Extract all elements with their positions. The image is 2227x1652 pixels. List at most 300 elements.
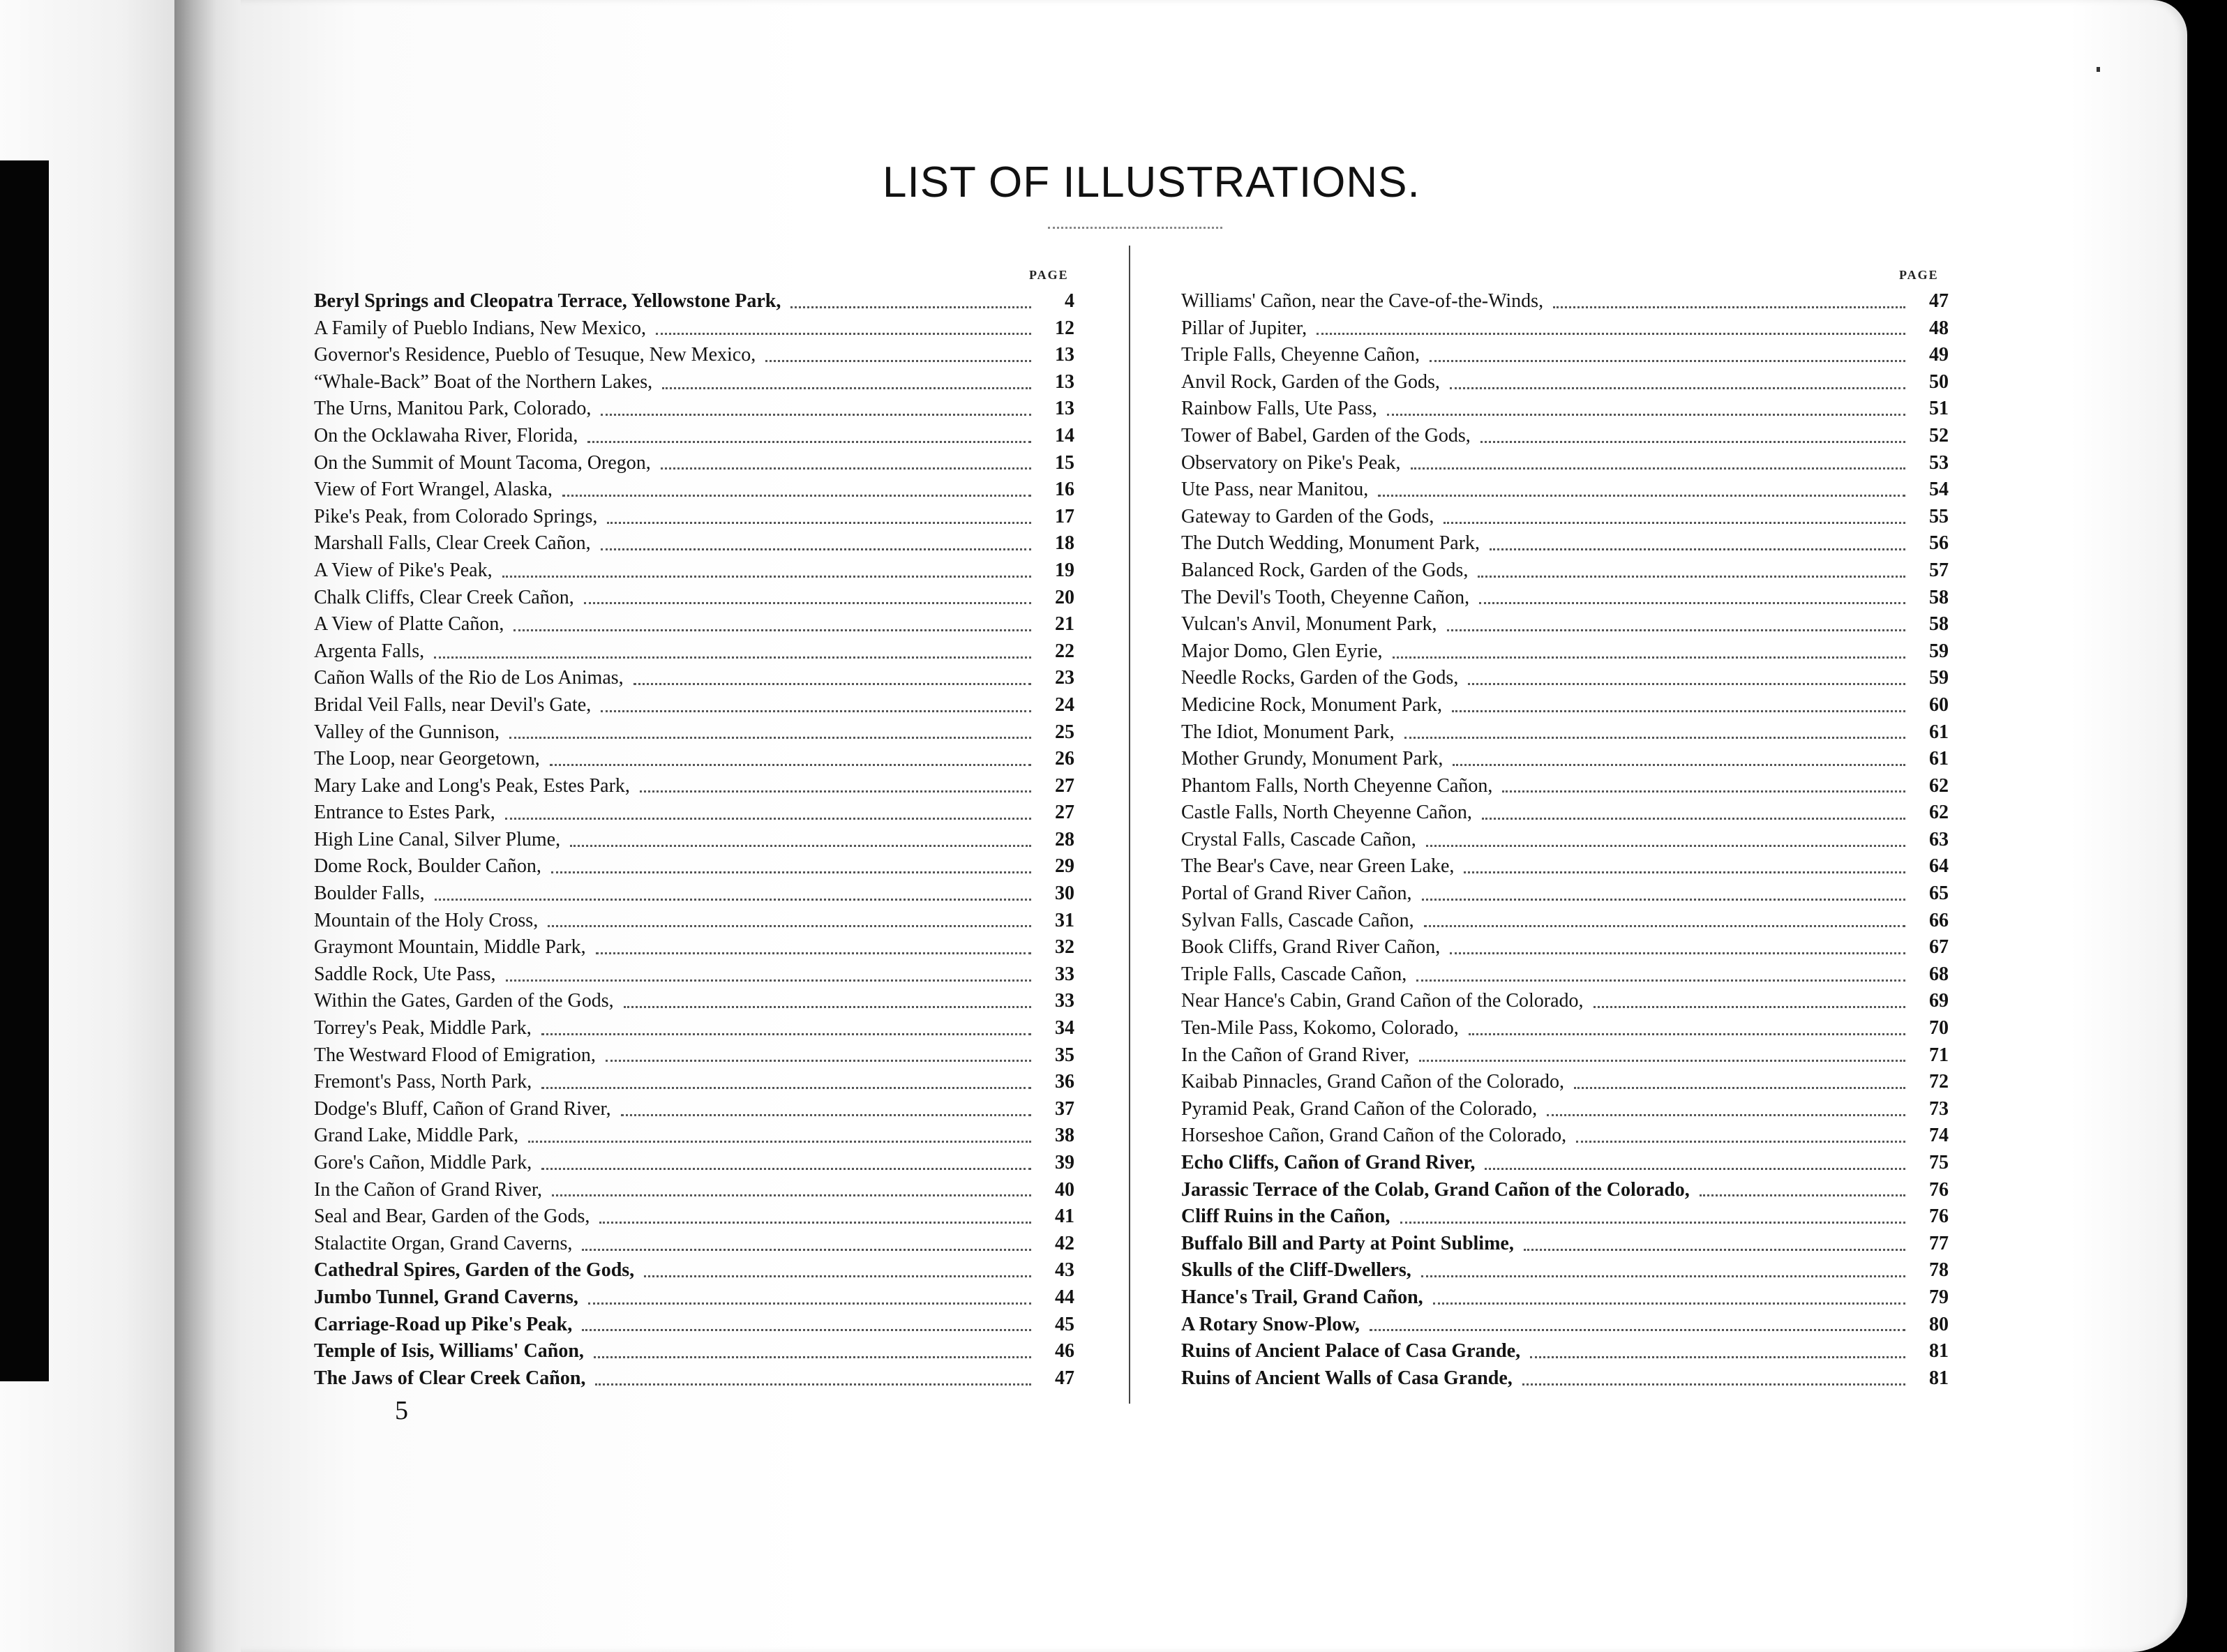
list-item <box>1181 585 1949 612</box>
page-column-label-right: PAGE <box>1899 268 1939 282</box>
illustration-page-number: 66 <box>1929 909 1949 931</box>
illustration-title: Kaibab Pinnacles, Grand Cañon of the Colorado, <box>1181 1071 1564 1093</box>
illustration-page-number: 34 <box>1055 1017 1074 1039</box>
illustration-title: Valley of the Gunnison, <box>314 721 500 743</box>
illustration-page-number: 13 <box>1055 398 1074 420</box>
list-item <box>1181 1122 1949 1150</box>
list-item <box>314 853 1074 880</box>
list-item <box>314 1150 1074 1177</box>
dot-leader <box>601 548 1031 550</box>
dot-leader <box>1404 737 1905 739</box>
illustration-title: The Loop, near Georgetown, <box>314 748 540 770</box>
illustration-title: The Bear's Cave, near Green Lake, <box>1181 855 1455 878</box>
illustration-page-number: 42 <box>1055 1232 1074 1254</box>
dot-leader <box>599 1222 1031 1224</box>
list-item <box>1181 799 1949 827</box>
list-item <box>314 476 1074 504</box>
illustration-page-number: 76 <box>1929 1206 1949 1228</box>
dot-leader <box>552 1194 1031 1196</box>
dot-leader <box>1452 710 1905 712</box>
illustration-title: Bridal Veil Falls, near Devil's Gate, <box>314 693 592 716</box>
list-item <box>314 1203 1074 1231</box>
illustration-page-number: 76 <box>1929 1178 1949 1201</box>
dot-leader <box>1378 495 1905 497</box>
list-item <box>1181 638 1949 666</box>
illustration-page-number: 13 <box>1055 344 1074 366</box>
list-item <box>1181 369 1949 396</box>
dot-leader <box>1524 1249 1905 1251</box>
illustration-page-number: 39 <box>1055 1152 1074 1173</box>
illustration-title: The Devil's Tooth, Cheyenne Cañon, <box>1181 586 1470 608</box>
illustration-title: Near Hance's Cabin, Grand Cañon of the Colorado, <box>1181 990 1584 1012</box>
illustration-title: Buffalo Bill and Party at Point Sublime, <box>1181 1232 1514 1254</box>
illustration-page-number: 16 <box>1055 479 1074 501</box>
illustration-title: Balanced Rock, Garden of the Gods, <box>1181 559 1469 581</box>
illustration-title: Echo Cliffs, Cañon of Grand River, <box>1181 1152 1476 1173</box>
illustration-title: Fremont's Pass, North Park, <box>314 1071 532 1093</box>
list-item <box>1181 315 1949 343</box>
illustration-title: Dome Rock, Boulder Cañon, <box>314 855 541 878</box>
dot-leader <box>596 952 1031 954</box>
dot-leader <box>1485 1168 1905 1170</box>
list-item <box>314 369 1074 396</box>
list-item <box>314 530 1074 557</box>
illustration-page-number: 80 <box>1929 1313 1949 1335</box>
illustration-title: Within the Gates, Garden of the Gods, <box>314 990 614 1012</box>
illustration-title: Ruins of Ancient Palace of Casa Grande, <box>1181 1340 1521 1362</box>
illustration-page-number: 65 <box>1929 883 1949 905</box>
illustration-title: Beryl Springs and Cleopatra Terrace, Yellowstone Park, <box>314 290 781 312</box>
list-item <box>1181 1257 1949 1284</box>
list-item <box>1181 961 1949 989</box>
illustration-title: Mother Grundy, Monument Park, <box>1181 748 1444 770</box>
list-item <box>1181 530 1949 557</box>
dot-leader <box>1468 683 1905 685</box>
illustration-page-number: 71 <box>1929 1044 1949 1066</box>
illustration-page-number: 72 <box>1929 1071 1949 1093</box>
dot-leader <box>624 1006 1031 1008</box>
dot-leader <box>601 414 1031 416</box>
illustration-title: Skulls of the Cliff-Dwellers, <box>1181 1259 1411 1282</box>
illustration-page-number: 46 <box>1055 1340 1074 1362</box>
dot-leader <box>1574 1087 1905 1089</box>
list-item <box>1181 423 1949 450</box>
list-item <box>1181 450 1949 477</box>
dot-leader <box>595 1383 1031 1386</box>
list-item <box>314 799 1074 827</box>
illustration-title: Graymont Mountain, Middle Park, <box>314 936 586 959</box>
illustration-page-number: 54 <box>1929 479 1949 501</box>
dot-leader <box>551 871 1031 873</box>
illustration-page-number: 27 <box>1055 774 1074 797</box>
list-item <box>314 827 1074 854</box>
column-divider <box>1129 246 1130 1404</box>
ink-speck <box>2097 67 2100 72</box>
illustration-title: Major Domo, Glen Eyrie, <box>1181 640 1383 662</box>
illustration-title: Williams' Cañon, near the Cave-of-the-Winds, <box>1181 290 1544 312</box>
list-item <box>1181 665 1949 692</box>
illustration-page-number: 4 <box>1065 290 1074 312</box>
illustration-page-number: 62 <box>1929 802 1949 824</box>
illustration-title: Horseshoe Cañon, Grand Cañon of the Colorado, <box>1181 1125 1567 1147</box>
illustration-title: Cathedral Spires, Garden of the Gods, <box>314 1259 635 1282</box>
dot-leader <box>1424 925 1905 927</box>
dot-leader <box>582 1249 1031 1251</box>
dot-leader <box>790 306 1031 308</box>
list-item <box>314 665 1074 692</box>
illustration-title: A View of Pike's Peak, <box>314 559 493 581</box>
dot-leader <box>588 1302 1031 1305</box>
illustration-title: Crystal Falls, Cascade Cañon, <box>1181 828 1416 850</box>
illustration-title: Ute Pass, near Manitou, <box>1181 479 1369 501</box>
illustration-page-number: 14 <box>1055 424 1074 446</box>
illustration-page-number: 32 <box>1055 936 1074 959</box>
illustration-page-number: 19 <box>1055 559 1074 581</box>
dot-leader <box>1530 1356 1905 1358</box>
illustration-page-number: 62 <box>1929 774 1949 797</box>
illustration-page-number: 31 <box>1055 909 1074 931</box>
illustration-title: Anvil Rock, Garden of the Gods, <box>1181 370 1440 393</box>
dot-leader <box>1421 1275 1905 1277</box>
list-item <box>1181 1231 1949 1258</box>
illustration-page-number: 27 <box>1055 802 1074 824</box>
dot-leader <box>1547 1114 1905 1116</box>
list-item <box>314 692 1074 719</box>
dot-leader <box>509 737 1031 739</box>
list-item <box>314 746 1074 773</box>
list-item <box>314 1338 1074 1365</box>
dot-leader <box>505 818 1031 820</box>
dot-leader <box>1594 1006 1905 1008</box>
illustration-title: View of Fort Wrangel, Alaska, <box>314 479 553 501</box>
dot-leader <box>661 467 1031 470</box>
dot-leader <box>1522 1383 1905 1386</box>
illustration-title: Triple Falls, Cheyenne Cañon, <box>1181 344 1420 366</box>
illustration-page-number: 50 <box>1929 370 1949 393</box>
illustration-title: Cliff Ruins in the Cañon, <box>1181 1206 1390 1228</box>
list-item <box>1181 1365 1949 1392</box>
dot-leader <box>633 683 1031 685</box>
illustration-page-number: 57 <box>1929 559 1949 581</box>
dot-leader <box>1450 952 1905 954</box>
list-item <box>1181 773 1949 800</box>
list-item <box>314 557 1074 585</box>
dot-leader <box>506 979 1031 982</box>
illustration-page-number: 33 <box>1055 990 1074 1012</box>
list-item <box>1181 880 1949 908</box>
list-item <box>314 423 1074 450</box>
illustration-page-number: 47 <box>1929 290 1949 312</box>
page-column-label-left: PAGE <box>1029 268 1069 282</box>
dot-leader <box>656 333 1031 335</box>
dot-leader <box>434 656 1031 659</box>
illustration-title: High Line Canal, Silver Plume, <box>314 828 561 850</box>
illustration-title: Vulcan's Anvil, Monument Park, <box>1181 613 1437 636</box>
illustration-page-number: 74 <box>1929 1125 1949 1147</box>
dot-leader <box>1387 414 1905 416</box>
illustration-page-number: 73 <box>1929 1097 1949 1120</box>
dot-leader <box>765 360 1031 362</box>
illustration-page-number: 23 <box>1055 667 1074 689</box>
illustration-title: Pillar of Jupiter, <box>1181 317 1307 339</box>
dot-leader <box>1480 441 1905 443</box>
illustrations-list-left <box>314 288 1074 1392</box>
list-item <box>1181 611 1949 638</box>
dot-leader <box>548 925 1031 927</box>
illustration-page-number: 81 <box>1929 1367 1949 1389</box>
illustration-title: The Dutch Wedding, Monument Park, <box>1181 532 1480 555</box>
illustration-page-number: 53 <box>1929 451 1949 474</box>
illustration-page-number: 55 <box>1929 505 1949 527</box>
illustration-title: Seal and Bear, Garden of the Gods, <box>314 1206 590 1228</box>
dot-leader <box>1450 387 1905 389</box>
dot-leader <box>1464 871 1905 873</box>
illustration-title: Ten-Mile Pass, Kokomo, Colorado, <box>1181 1017 1459 1039</box>
illustration-title: Jarassic Terrace of the Colab, Grand Cañon of the Colorado, <box>1181 1178 1690 1201</box>
list-item <box>1181 288 1949 315</box>
list-item <box>314 1069 1074 1096</box>
illustration-page-number: 56 <box>1929 532 1949 555</box>
title-rule <box>1048 227 1222 229</box>
list-item <box>314 719 1074 746</box>
dot-leader <box>584 602 1031 604</box>
illustration-page-number: 43 <box>1055 1259 1074 1282</box>
dot-leader <box>1433 1302 1905 1305</box>
list-item <box>314 934 1074 961</box>
illustration-page-number: 48 <box>1929 317 1949 339</box>
illustration-title: Saddle Rock, Ute Pass, <box>314 963 496 985</box>
list-item <box>314 450 1074 477</box>
illustration-page-number: 21 <box>1055 613 1074 636</box>
illustration-title: Mountain of the Holy Cross, <box>314 909 539 931</box>
dot-leader <box>1400 1222 1905 1224</box>
list-item <box>314 1284 1074 1312</box>
list-item <box>1181 1312 1949 1339</box>
page-number: 5 <box>395 1396 408 1425</box>
illustration-title: On the Ocklawaha River, Florida, <box>314 424 578 446</box>
list-item <box>314 504 1074 531</box>
list-item <box>314 288 1074 315</box>
illustration-page-number: 38 <box>1055 1125 1074 1147</box>
list-item <box>314 961 1074 989</box>
dot-leader <box>1370 1329 1905 1331</box>
illustration-page-number: 25 <box>1055 721 1074 743</box>
dot-leader <box>587 441 1031 443</box>
dot-leader <box>513 629 1031 631</box>
list-item <box>1181 1203 1949 1231</box>
dot-leader <box>435 899 1031 901</box>
illustration-page-number: 59 <box>1929 640 1949 662</box>
list-item <box>1181 1096 1949 1123</box>
dot-leader <box>541 1033 1031 1035</box>
illustration-page-number: 67 <box>1929 936 1949 959</box>
illustration-page-number: 61 <box>1929 721 1949 743</box>
illustration-page-number: 70 <box>1929 1017 1949 1039</box>
dot-leader <box>1426 845 1905 847</box>
illustration-page-number: 78 <box>1929 1259 1949 1282</box>
illustration-title: Ruins of Ancient Walls of Casa Grande, <box>1181 1367 1513 1389</box>
list-item <box>314 1122 1074 1150</box>
illustration-title: Sylvan Falls, Cascade Cañon, <box>1181 909 1414 931</box>
illustration-title: Argenta Falls, <box>314 640 425 662</box>
illustration-title: Chalk Cliffs, Clear Creek Cañon, <box>314 586 574 608</box>
illustration-title: The Urns, Manitou Park, Colorado, <box>314 398 592 420</box>
illustration-title: Torrey's Peak, Middle Park, <box>314 1017 532 1039</box>
list-item <box>1181 557 1949 585</box>
illustration-page-number: 29 <box>1055 855 1074 878</box>
illustration-page-number: 58 <box>1929 586 1949 608</box>
list-item <box>1181 1150 1949 1177</box>
illustration-title: Carriage-Road up Pike's Peak, <box>314 1313 573 1335</box>
dot-leader <box>1419 1060 1905 1062</box>
dot-leader <box>1447 629 1905 631</box>
list-item <box>314 638 1074 666</box>
dot-leader <box>621 1114 1031 1116</box>
illustration-page-number: 64 <box>1929 855 1949 878</box>
illustration-title: Grand Lake, Middle Park, <box>314 1125 519 1147</box>
illustration-page-number: 15 <box>1055 451 1074 474</box>
illustration-title: The Idiot, Monument Park, <box>1181 721 1395 743</box>
illustration-page-number: 69 <box>1929 990 1949 1012</box>
list-item <box>314 988 1074 1015</box>
list-item <box>1181 827 1949 854</box>
dot-leader <box>601 710 1031 712</box>
dot-leader <box>528 1141 1031 1143</box>
illustration-page-number: 60 <box>1929 693 1949 716</box>
illustration-title: Marshall Falls, Clear Creek Cañon, <box>314 532 591 555</box>
page-title: LIST OF ILLUSTRATIONS. <box>883 158 1420 206</box>
list-item <box>1181 746 1949 773</box>
facing-page <box>0 0 202 1652</box>
illustration-page-number: 18 <box>1055 532 1074 555</box>
illustration-title: Pyramid Peak, Grand Cañon of the Colorado, <box>1181 1097 1538 1120</box>
illustration-title: The Jaws of Clear Creek Cañon, <box>314 1367 586 1389</box>
illustration-page-number: 52 <box>1929 424 1949 446</box>
list-item <box>1181 342 1949 369</box>
illustration-page-number: 59 <box>1929 667 1949 689</box>
dot-leader <box>1422 899 1906 901</box>
dot-leader <box>1469 1033 1905 1035</box>
illustration-title: Phantom Falls, North Cheyenne Cañon, <box>1181 774 1493 797</box>
dot-leader <box>1430 360 1905 362</box>
dot-leader <box>562 495 1031 497</box>
illustration-title: A Rotary Snow-Plow, <box>1181 1313 1360 1335</box>
dot-leader <box>1502 790 1905 793</box>
illustration-title: Triple Falls, Cascade Cañon, <box>1181 963 1407 985</box>
illustration-page-number: 37 <box>1055 1097 1074 1120</box>
dot-leader <box>1317 333 1905 335</box>
illustration-page-number: 44 <box>1055 1286 1074 1308</box>
illustration-page-number: 79 <box>1929 1286 1949 1308</box>
dot-leader <box>1411 467 1905 470</box>
illustration-page-number: 28 <box>1055 828 1074 850</box>
illustration-title: The Westward Flood of Emigration, <box>314 1044 596 1066</box>
illustration-page-number: 61 <box>1929 748 1949 770</box>
illustration-title: Hance's Trail, Grand Cañon, <box>1181 1286 1423 1308</box>
book-gutter <box>174 0 251 1652</box>
illustration-page-number: 36 <box>1055 1071 1074 1093</box>
illustration-page-number: 51 <box>1929 398 1949 420</box>
list-item <box>314 315 1074 343</box>
illustration-title: Book Cliffs, Grand River Cañon, <box>1181 936 1441 959</box>
dot-leader <box>550 764 1031 766</box>
dot-leader <box>1416 979 1905 982</box>
illustration-title: Needle Rocks, Garden of the Gods, <box>1181 667 1459 689</box>
illustration-title: A View of Platte Cañon, <box>314 613 504 636</box>
illustration-page-number: 26 <box>1055 748 1074 770</box>
illustration-page-number: 35 <box>1055 1044 1074 1066</box>
illustration-page-number: 81 <box>1929 1340 1949 1362</box>
dot-leader <box>640 790 1031 793</box>
dot-leader <box>1576 1141 1905 1143</box>
dot-leader <box>662 387 1031 389</box>
illustration-page-number: 75 <box>1929 1152 1949 1173</box>
illustration-title: Tower of Babel, Garden of the Gods, <box>1181 424 1471 446</box>
list-item <box>314 880 1074 908</box>
list-item <box>314 1015 1074 1042</box>
list-item <box>314 611 1074 638</box>
facing-page-plate <box>0 160 49 1381</box>
illustration-page-number: 68 <box>1929 963 1949 985</box>
list-item <box>314 396 1074 423</box>
illustration-title: Medicine Rock, Monument Park, <box>1181 693 1443 716</box>
illustrations-list-right <box>1181 288 1949 1392</box>
list-item <box>1181 719 1949 746</box>
dot-leader <box>1478 576 1905 578</box>
list-item <box>1181 934 1949 961</box>
illustration-title: Rainbow Falls, Ute Pass, <box>1181 398 1377 420</box>
list-item <box>1181 908 1949 935</box>
list-item <box>314 1231 1074 1258</box>
dot-leader <box>570 845 1031 847</box>
illustration-title: In the Cañon of Grand River, <box>1181 1044 1410 1066</box>
illustration-title: Jumbo Tunnel, Grand Caverns, <box>314 1286 578 1308</box>
dot-leader <box>607 522 1031 524</box>
illustration-title: Gore's Cañon, Middle Park, <box>314 1152 532 1173</box>
list-item <box>314 908 1074 935</box>
dot-leader <box>541 1168 1031 1170</box>
illustration-page-number: 13 <box>1055 370 1074 393</box>
illustration-title: Observatory on Pike's Peak, <box>1181 451 1401 474</box>
list-item <box>1181 1042 1949 1069</box>
list-item <box>314 1177 1074 1204</box>
illustration-title: Mary Lake and Long's Peak, Estes Park, <box>314 774 630 797</box>
dot-leader <box>606 1060 1031 1062</box>
list-item <box>1181 1069 1949 1096</box>
list-item <box>1181 1338 1949 1365</box>
list-item <box>1181 476 1949 504</box>
dot-leader <box>541 1087 1031 1089</box>
illustration-title: Governor's Residence, Pueblo of Tesuque, New Mexico, <box>314 344 756 366</box>
illustration-title: “Whale-Back” Boat of the Northern Lakes, <box>314 370 653 393</box>
list-item <box>1181 1015 1949 1042</box>
illustration-title: On the Summit of Mount Tacoma, Oregon, <box>314 451 651 474</box>
list-item <box>314 1312 1074 1339</box>
list-item <box>1181 1177 1949 1204</box>
illustration-page-number: 40 <box>1055 1178 1074 1201</box>
dot-leader <box>1453 764 1905 766</box>
illustration-page-number: 45 <box>1055 1313 1074 1335</box>
illustration-page-number: 20 <box>1055 586 1074 608</box>
list-item <box>314 1257 1074 1284</box>
illustration-title: Boulder Falls, <box>314 883 425 905</box>
list-item <box>1181 853 1949 880</box>
illustration-page-number: 24 <box>1055 693 1074 716</box>
illustration-title: Portal of Grand River Cañon, <box>1181 883 1412 905</box>
illustration-title: Gateway to Garden of the Gods, <box>1181 505 1434 527</box>
illustration-page-number: 22 <box>1055 640 1074 662</box>
illustration-page-number: 30 <box>1055 883 1074 905</box>
